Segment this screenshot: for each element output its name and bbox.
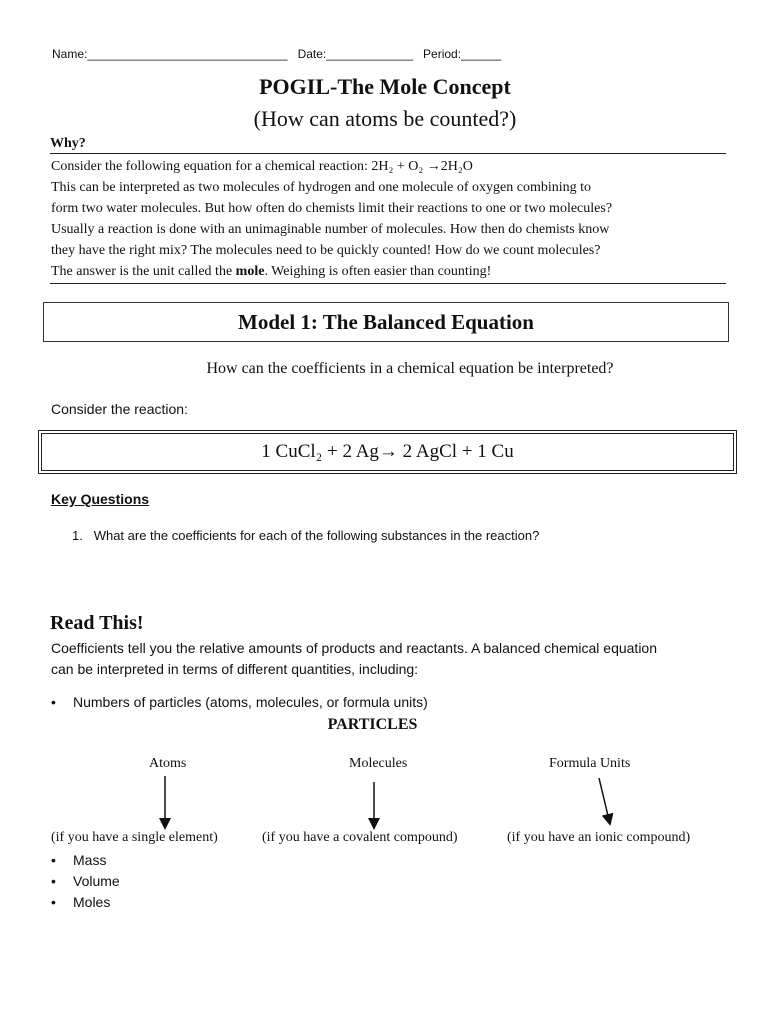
consider-label: Consider the reaction:: [51, 401, 188, 417]
read-this-paragraph: [51, 638, 657, 680]
why-line: they have the right mix? The molecules need to be quickly counted! How do we count molecules?: [51, 243, 601, 258]
list-item: [51, 871, 120, 892]
mole-term: mole: [235, 264, 265, 279]
date-field-label: Date:_____________: [297, 47, 414, 61]
list-item: [51, 892, 120, 913]
particles-heading: PARTICLES: [327, 716, 418, 733]
question-1-number: 1.: [72, 528, 83, 543]
equation-box: [38, 430, 737, 474]
model-question: How can the coefficients in a chemical equation be interpreted?: [206, 360, 614, 377]
model-title: Model 1: The Balanced Equation: [238, 309, 534, 334]
bullet-icon: •: [51, 694, 56, 710]
formula-units-label: Formula Units: [549, 756, 631, 771]
question-1: [72, 528, 539, 543]
model-title-box: [43, 302, 729, 342]
why-top-rule: [50, 153, 726, 154]
page-subtitle: (How can atoms be counted?): [253, 106, 517, 131]
page-title: POGIL-The Mole Concept: [259, 74, 511, 99]
why-line: Consider the following equation for a chemical reaction: 2H₂ + O₂ →2H₂O: [51, 159, 473, 174]
particle-arrows: [0, 770, 770, 830]
atoms-note: (if you have a single element): [51, 830, 218, 845]
question-1-text: What are the coefficients for each of the following substances in the reaction?: [93, 528, 540, 543]
read-this-line: Coefficients tell you the relative amounts of products and reactants. A balanced chemical equation: [51, 640, 657, 656]
header-line: [52, 47, 501, 61]
formula-units-arrow-icon: [599, 778, 609, 820]
formula-units-note: (if you have an ionic compound): [507, 830, 691, 845]
why-line: form two water molecules. But how often do chemists limit their reactions to one or two molecules?: [51, 201, 613, 216]
molecules-label: Molecules: [349, 756, 408, 771]
period-field-label: Period:______: [423, 47, 502, 61]
bullet-particles-text: Numbers of particles (atoms, molecules, or formula units): [73, 694, 428, 710]
bullet-icon: •: [51, 852, 56, 868]
why-paragraph: [51, 156, 741, 282]
read-this-heading: Read This!: [50, 612, 144, 634]
key-questions-heading: Key Questions: [51, 491, 150, 507]
bullet-icon: •: [51, 894, 56, 910]
name-field-label: Name:______________________________: [52, 47, 288, 61]
quantity-moles: Moles: [73, 894, 111, 910]
list-item: [51, 850, 120, 871]
bullet-particles: [51, 692, 428, 713]
equation-text: 1 CuCl₂ + 2 Ag→ 2 AgCl + 1 Cu: [261, 441, 514, 462]
atoms-label: Atoms: [149, 756, 187, 771]
why-line-last: [51, 261, 741, 282]
quantity-mass: Mass: [73, 852, 107, 868]
molecules-note: (if you have a covalent compound): [262, 830, 458, 845]
why-heading: Why?: [50, 136, 86, 151]
why-bottom-rule: [50, 283, 726, 284]
bullet-icon: •: [51, 873, 56, 889]
quantity-list: [51, 850, 120, 913]
why-line: Usually a reaction is done with an unimaginable number of molecules. How then do chemists know: [51, 222, 610, 237]
why-last-post: . Weighing is often easier than counting!: [264, 264, 492, 279]
read-this-line: can be interpreted in terms of different quantities, including:: [51, 661, 419, 677]
quantity-volume: Volume: [73, 873, 120, 889]
why-line: This can be interpreted as two molecules of hydrogen and one molecule of oxygen combining to: [51, 180, 592, 195]
why-last-pre: The answer is the unit called the: [51, 264, 236, 279]
